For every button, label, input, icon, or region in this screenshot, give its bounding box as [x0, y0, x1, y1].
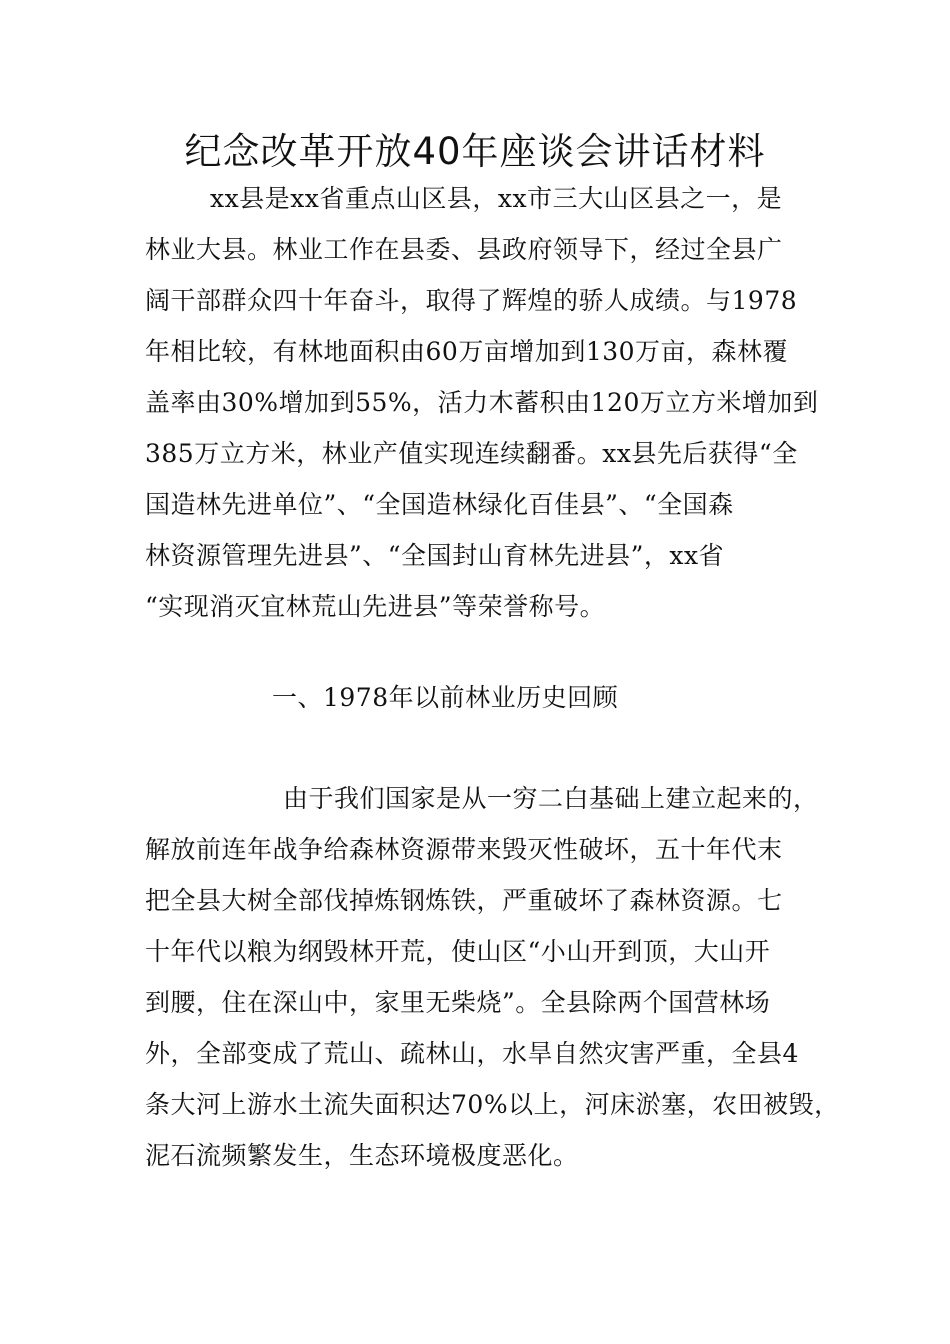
- intro-paragraph-line: 盖率由30%增加到55%，活力木蓄积由120万立方米增加到: [145, 388, 819, 417]
- section-paragraph-line: 解放前连年战争给森林资源带来毁灭性破坏，五十年代末: [145, 835, 783, 864]
- intro-paragraph-line: 年相比较，有林地面积由60万亩增加到130万亩，森林覆: [145, 337, 789, 366]
- section-heading: 一、1978年以前林业历史回顾: [272, 683, 619, 712]
- document-title: 纪念改革开放40年座谈会讲话材料: [184, 130, 766, 173]
- section-paragraph-line: 由于我们国家是从一穷二白基础上建立起来的，: [283, 784, 819, 813]
- section-paragraph-line: 泥石流频繁发生，生态环境极度恶化。: [145, 1141, 579, 1170]
- intro-paragraph-line: “实现消灭宜林荒山先进县”等荣誉称号。: [145, 592, 606, 621]
- intro-paragraph-line: 林资源管理先进县”、“全国封山育林先进县”，xx省: [145, 541, 725, 570]
- intro-paragraph-line: 国造林先进单位”、“全国造林绿化百佳县”、“全国森: [145, 490, 734, 519]
- section-paragraph-line: 外，全部变成了荒山、疏林山，水旱自然灾害严重，全县4: [145, 1039, 799, 1068]
- section-paragraph-line: 把全县大树全部伐掉炼钢炼铁，严重破坏了森林资源。七: [145, 886, 783, 915]
- section-paragraph-line: 十年代以粮为纲毁林开荒，使山区“小山开到顶，大山开: [145, 937, 771, 966]
- section-paragraph-line: 条大河上游水土流失面积达70%以上，河床淤塞，农田被毁，: [145, 1090, 840, 1119]
- intro-paragraph-line: 林业大县。林业工作在县委、县政府领导下，经过全县广: [145, 235, 783, 264]
- section-paragraph-line: 到腰，住在深山中，家里无柴烧”。全县除两个国营林场: [145, 988, 771, 1017]
- intro-paragraph-line: xx县是xx省重点山区县，xx市三大山区县之一，是: [210, 184, 783, 213]
- intro-paragraph-line: 385万立方米，林业产值实现连续翻番。xx县先后获得“全: [145, 439, 798, 468]
- intro-paragraph-line: 阔干部群众四十年奋斗，取得了辉煌的骄人成绩。与1978: [145, 286, 798, 315]
